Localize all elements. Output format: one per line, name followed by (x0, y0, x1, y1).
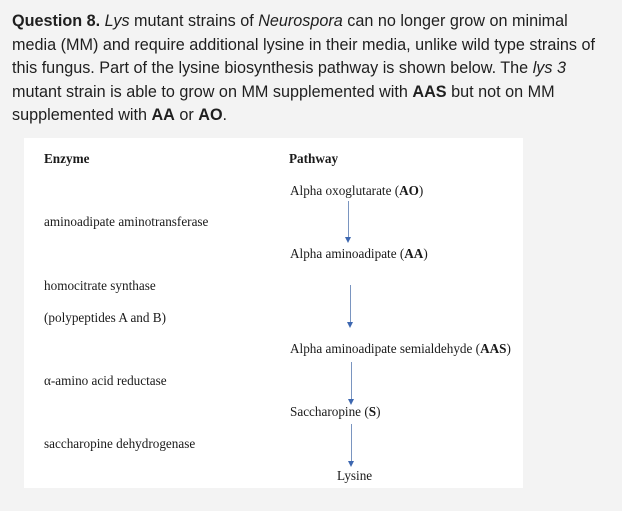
question-text-part: mutant strain is able to grow on MM supplemented with (12, 82, 413, 101)
enzyme-header: Enzyme (44, 151, 90, 166)
enzyme-saccharopine-dehydrogenase: saccharopine dehydrogenase (44, 436, 196, 451)
pathway-table (24, 138, 523, 488)
enzyme-homocitrate-polypeptides: (polypeptides A and B) (44, 310, 166, 325)
question-label: Question 8. (12, 12, 101, 30)
aas-bold: AAS (412, 82, 447, 101)
ao-bold: AO (198, 106, 223, 125)
enzyme-homocitrate-synthase: homocitrate synthase (44, 278, 156, 293)
pathway-step-saccharopine: Saccharopine (S) (290, 404, 381, 419)
pathway-header: Pathway (289, 151, 339, 166)
question-text (12, 10, 612, 128)
arrow-down-icon (351, 362, 352, 400)
arrow-down-icon (350, 285, 351, 323)
arrow-down-icon (348, 201, 349, 238)
aa-bold: AA (151, 106, 175, 125)
question-text-part: or (174, 106, 199, 125)
neurospora-italic: Neurospora (258, 12, 343, 30)
enzyme-alpha-amino-acid-reductase: α-amino acid reductase (44, 373, 167, 388)
lys-italic: Lys (104, 12, 130, 30)
question-text-part: but not on MM supplemented with (12, 82, 555, 125)
pathway-step-lysine: Lysine (337, 468, 373, 483)
pathway-step-alpha-aminoadipate: Alpha aminoadipate (AA) (290, 246, 428, 261)
arrow-down-icon (351, 424, 352, 462)
question-text-part: can no longer grow on minimal media (MM) and require additional lysine in their media, unlike wild type strains of this fungus. Part of the lysine biosynthesis pathway is shown below. The (12, 12, 596, 78)
enzyme-aminoadipate-aminotransferase: aminoadipate aminotransferase (44, 214, 209, 229)
pathway-step-alpha-oxoglutarate: Alpha oxoglutarate (AO) (290, 183, 424, 198)
question-text-part: mutant strains of (129, 12, 259, 30)
lys3-italic: lys 3 (532, 59, 566, 78)
pathway-step-alpha-aminoadipate-semialdehyde: Alpha aminoadipate semialdehyde (AAS) (290, 341, 511, 356)
question-text-part: . (222, 106, 228, 125)
